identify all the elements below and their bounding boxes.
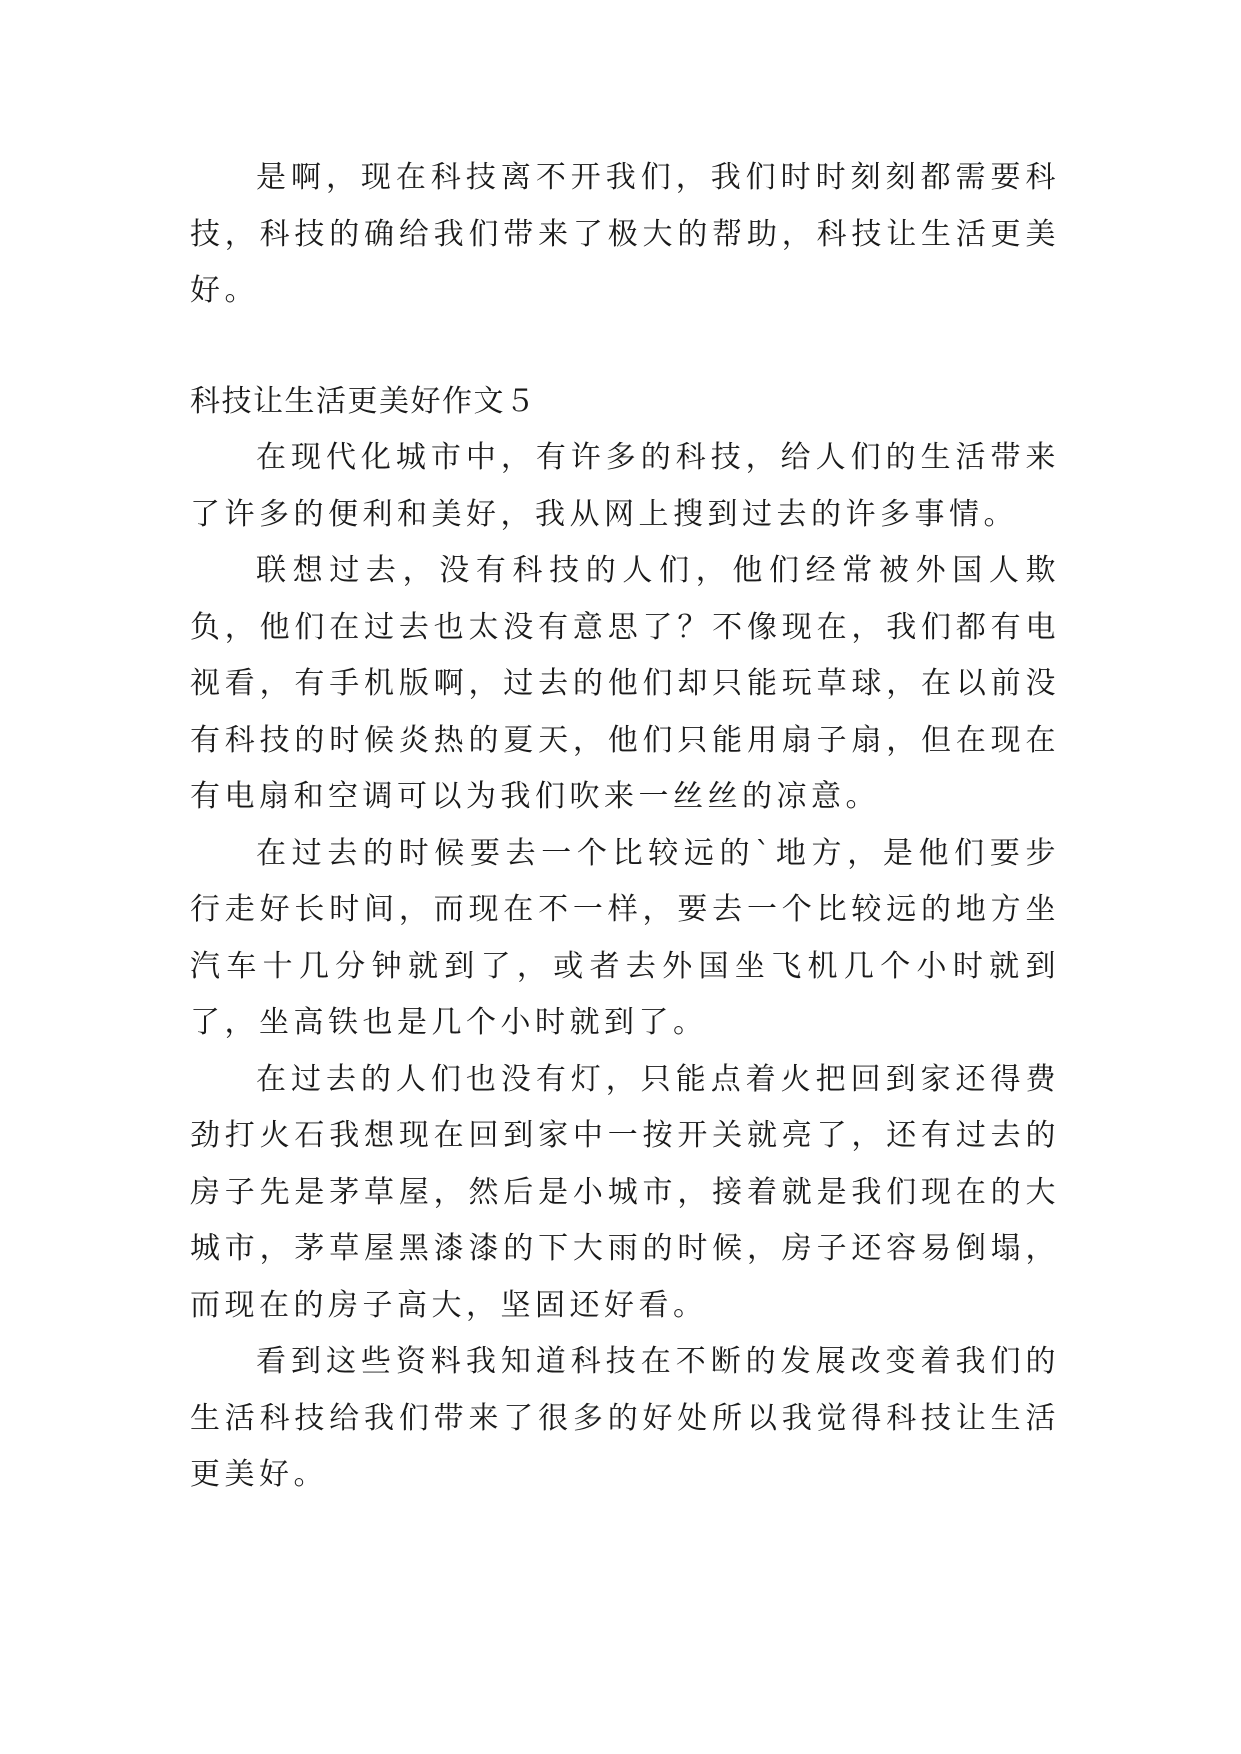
section-title: 科技让生活更美好作文５ — [190, 383, 537, 419]
document-page — [190, 150, 1060, 1504]
body-paragraph-4: 在过去的人们也没有灯，只能点着火把回到家还得费劲打火石我想现在回到家中一按开关就亮了，还有过去的房子先是茅草屋，然后是小城市，接着就是我们现在的大城市，茅草屋黑漆漆的下大雨的时候，房子还容易倒塌，而现在的房子高大，坚固还好看。 — [190, 1061, 1060, 1323]
body-paragraph-3: 在过去的时候要去一个比较远的`地方，是他们要步行走好长时间，而现在不一样，要去一个比较远的地方坐汽车十几分钟就到了，或者去外国坐飞机几个小时就到了，坐高铁也是几个小时就到了。 — [190, 835, 1060, 1040]
intro-paragraph: 是啊，现在科技离不开我们，我们时时刻刻都需要科技，科技的确给我们带来了极大的帮助，科技让生活更美好。 — [190, 160, 1060, 308]
body-paragraph-1: 在现代化城市中，有许多的科技，给人们的生活带来了许多的便利和美好，我从网上搜到过去的许多事情。 — [190, 440, 1060, 532]
body-paragraph-5: 看到这些资料我知道科技在不断的发展改变着我们的生活科技给我们带来了很多的好处所以我觉得科技让生活更美好。 — [190, 1344, 1060, 1492]
body-paragraph-2: 联想过去，没有科技的人们，他们经常被外国人欺负，他们在过去也太没有意思了？不像现在，我们都有电视看，有手机版啊，过去的他们却只能玩草球，在以前没有科技的时候炎热的夏天，他们只能用扇子扇，但在现在有电扇和空调可以为我们吹来一丝丝的凉意。 — [190, 553, 1060, 814]
